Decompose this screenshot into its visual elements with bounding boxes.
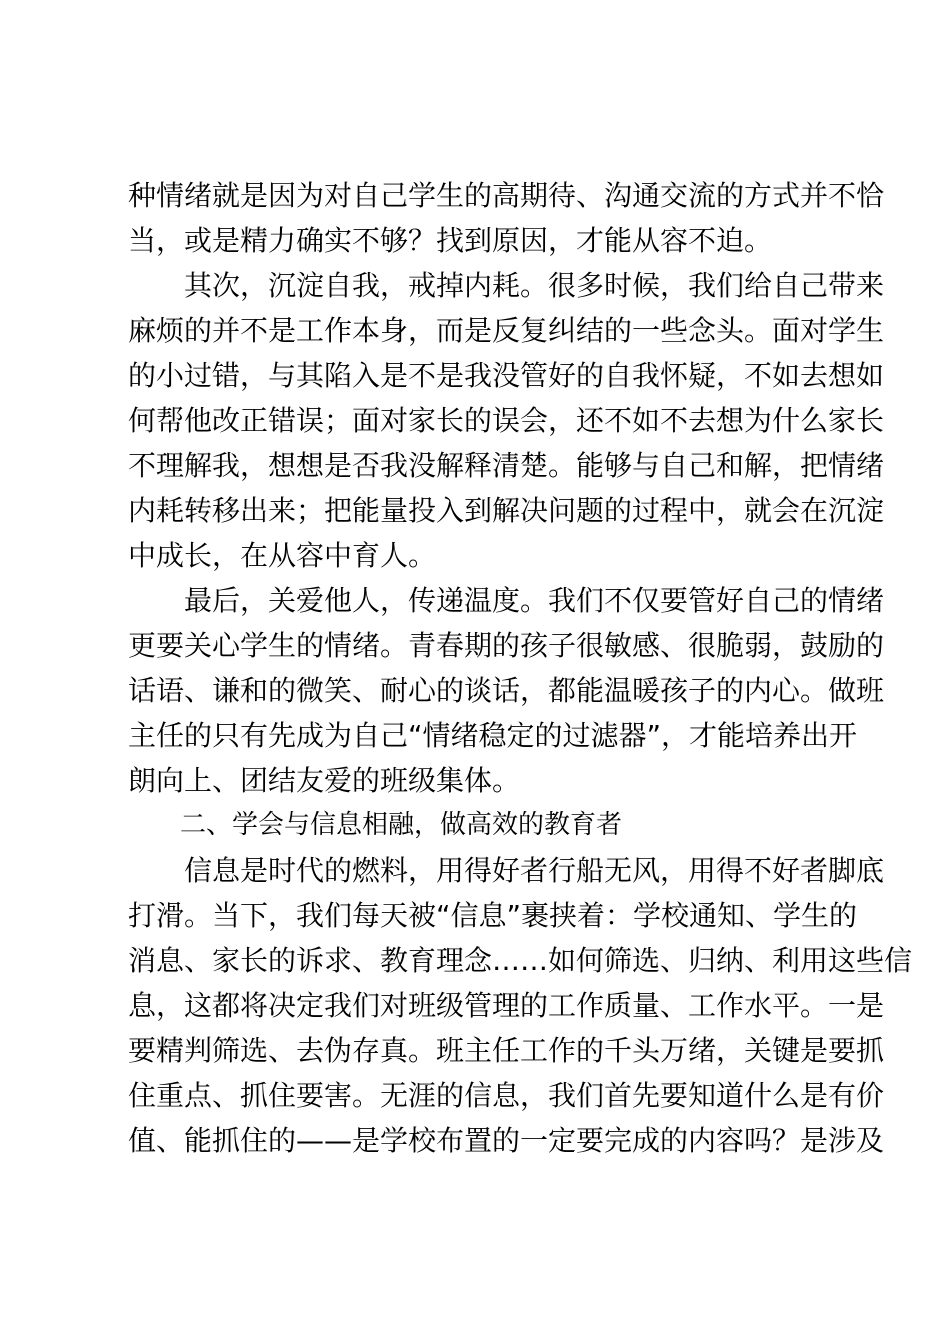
- text-line: 不理解我，想想是否我没解释清楚。能够与自己和解，把情绪: [128, 449, 885, 482]
- text-line: 何帮他改正错误；面对家长的误会，还不如不去想为什么家长: [128, 404, 885, 437]
- text-line: 息，这都将决定我们对班级管理的工作质量、工作水平。一是: [128, 989, 885, 1022]
- heading-line: 二、学会与信息相融，做高效的教育者: [128, 810, 623, 840]
- text-line: 内耗转移出来；把能量投入到解决问题的过程中，就会在沉淀: [128, 494, 885, 527]
- section-heading: [128, 803, 834, 848]
- text-line: 住重点、抓住要害。无涯的信息，我们首先要知道什么是有价: [128, 1079, 885, 1112]
- text-line: 话语、谦和的微笑、耐心的谈话，都能温暖孩子的内心。做班: [128, 674, 885, 707]
- text-line: 更要关心学生的情绪。青春期的孩子很敏感、很脆弱，鼓励的: [128, 629, 885, 662]
- text-line: 的小过错，与其陷入是不是我没管好的自我怀疑，不如去想如: [128, 359, 885, 392]
- text-line: 当，或是精力确实不够？找到原因，才能从容不迫。: [128, 224, 773, 257]
- text-line: 值、能抓住的——是学校布置的一定要完成的内容吗？是涉及: [128, 1124, 885, 1157]
- text-line: 种情绪就是因为对自己学生的高期待、沟通交流的方式并不恰: [128, 179, 885, 212]
- paragraph-information: [128, 848, 913, 1163]
- text-line: 朗向上、团结友爱的班级集体。: [128, 764, 521, 797]
- text-line: 要精判筛选、去伪存真。班主任工作的千头万绪，关键是要抓: [128, 1034, 885, 1067]
- text-line: 中成长，在从容中育人。: [128, 539, 437, 572]
- text-line: 主任的只有先成为自己“情绪稳定的过滤器”，才能培养出开: [128, 719, 858, 752]
- paragraph-secondly: [128, 263, 885, 578]
- text-line: 麻烦的并不是工作本身，而是反复纠结的一些念头。面对学生: [128, 314, 885, 347]
- text-line: 打滑。当下，我们每天被“信息”裹挟着：学校通知、学生的: [128, 899, 858, 932]
- document-body: [128, 173, 913, 1163]
- text-line: 最后，关爱他人，传递温度。我们不仅要管好自己的情绪: [128, 584, 885, 617]
- text-line: 信息是时代的燃料，用得好者行船无风，用得不好者脚底: [128, 854, 885, 887]
- text-line: 消息、家长的诉求、教育理念……如何筛选、归纳、利用这些信: [128, 944, 913, 977]
- text-line: 其次，沉淀自我，戒掉内耗。很多时候，我们给自己带来: [128, 269, 885, 302]
- paragraph-continuation: [128, 173, 885, 263]
- paragraph-finally: [128, 578, 885, 803]
